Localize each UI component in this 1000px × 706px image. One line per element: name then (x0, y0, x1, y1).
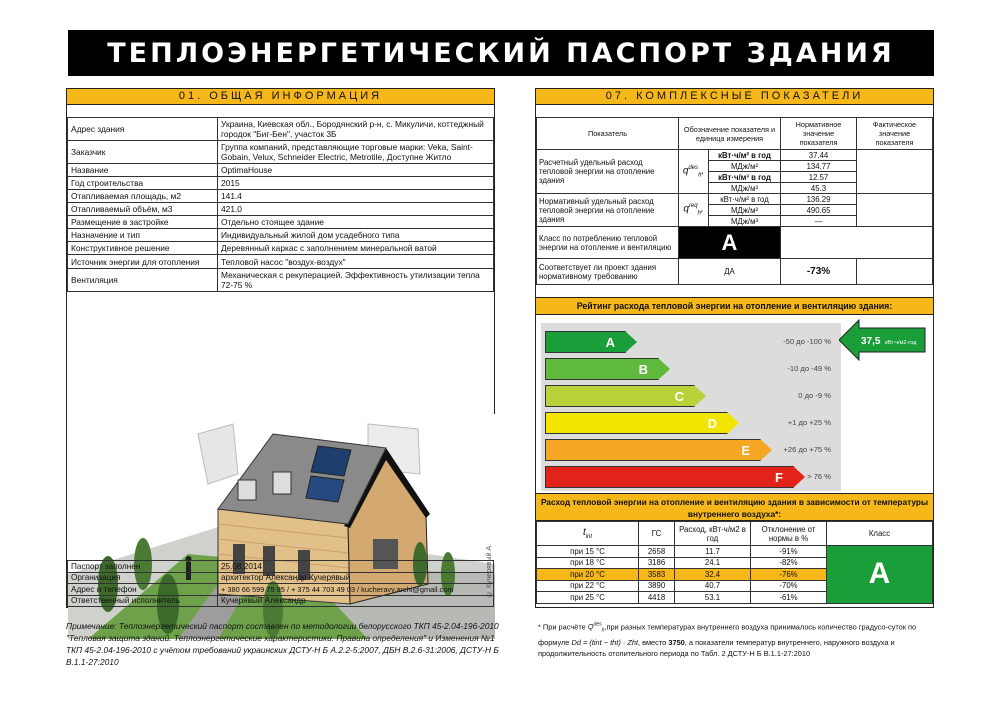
info-row (68, 164, 494, 177)
temp-cell-gs: 3890 (639, 580, 675, 592)
temp-cell-t: при 20 °С (537, 569, 639, 581)
footer-row (68, 584, 494, 596)
temp-cell-gs: 4418 (639, 592, 675, 604)
info-value: 421.0 (218, 203, 494, 216)
col-symbol-unit: Обозначение показателя и единица измерения (679, 118, 781, 150)
info-value: Деревянный каркас с заполнением минеральной ватой (218, 242, 494, 255)
general-info-table (67, 117, 494, 292)
current-rating-arrow (839, 319, 927, 361)
norm-unit-2: МДж/м³ (709, 216, 781, 227)
rating-bar-e (545, 439, 761, 461)
info-value: Индивидуальный жилой дом усадебного типа (218, 229, 494, 242)
info-key: Отапливаемая площадь, м2 (68, 190, 218, 203)
footer-row (68, 595, 494, 607)
norm-actual-empty (857, 194, 933, 227)
calc-value-0: 37.44 (781, 150, 857, 161)
calc-unit-2: кВт·ч/м³ в год (709, 172, 781, 183)
col-actual: Фактическое значение показателя (857, 118, 933, 150)
info-row (68, 118, 494, 141)
comply-empty (857, 259, 933, 285)
rating-bar-label: B (638, 361, 648, 377)
norm-value-1: 490.65 (781, 205, 857, 216)
temp-class-badge: A (827, 546, 933, 604)
norm-value-0: 136.29 (781, 194, 857, 205)
temp-cell-q: 11.7 (675, 546, 751, 558)
calc-value-3: 45.3 (781, 183, 857, 194)
temp-cell-dev: -91% (751, 546, 827, 558)
col-consumption: Расход, кВт·ч/м2 в год (675, 522, 751, 546)
methodology-note: Примечание: Теплоэнергетический паспорт составлен по методологии белорусского ТКП 45-2.04-196-2010 "Тепловая защита зданий. Теплоэнергетические характеристики. Правила определения" и Изменения №1 ТКП 45-2.04-196-2010 с учётом требований украинских ДСТУ-Н Б А.2.2-5:2007, ДБН В.2.6-31:2006, ДСТУ-Н Б В.1.1-27:2010 (66, 621, 499, 667)
calc-unit-3: МДж/м³ (709, 183, 781, 194)
complex-indicators-panel (535, 88, 934, 608)
indicators-table (536, 117, 933, 285)
rating-bar-label: F (775, 469, 783, 485)
calc-actual-empty (857, 150, 933, 194)
comply-percent: -73% (781, 259, 857, 285)
info-row (68, 229, 494, 242)
info-row (68, 242, 494, 255)
norm-unit-1: МДж/м² (709, 205, 781, 216)
note-formula: Dd = (tint − tht) · Zht (571, 637, 639, 647)
calc-unit-0: кВт·ч/м² в год (709, 150, 781, 161)
class-value-badge: A (679, 227, 781, 259)
rating-bar-b (545, 358, 659, 380)
info-key: Назначение и тип (68, 229, 218, 242)
info-key: Отапливаемый объём, м3 (68, 203, 218, 216)
info-key: Адрес здания (68, 118, 218, 141)
temp-cell-q: 40.7 (675, 580, 751, 592)
info-row (68, 216, 494, 229)
info-key: Конструктивное решение (68, 242, 218, 255)
calc-value-1: 134.77 (781, 161, 857, 172)
info-value: 2015 (218, 177, 494, 190)
current-rating-value: 37,5 (861, 336, 881, 347)
calc-unit-1: МДж/м² (709, 161, 781, 172)
info-value: Украина, Киевская обл., Бородянский р-н, с. Микуличи, коттеджный городок "Биг-Бен", участок 3Б (218, 118, 494, 141)
info-value: 141.4 (218, 190, 494, 203)
info-value: OptimaHouse (218, 164, 494, 177)
temp-cell-gs: 3583 (639, 569, 675, 581)
info-row (68, 269, 494, 292)
norm-value-2: — (781, 216, 857, 227)
note-part-1: * При расчёте (538, 622, 588, 632)
temp-cell-gs: 2658 (639, 546, 675, 558)
info-row (68, 190, 494, 203)
temp-row (537, 546, 933, 558)
norm-unit-0: кВт·ч/м² в год (709, 194, 781, 205)
info-value: Группа компаний, представляющие торговые марки: Veka, Saint-Gobain, Velux, Schneider Electric, Metrotile, Доступне Житло (218, 141, 494, 164)
rating-bar-label: D (707, 415, 717, 431)
rating-bar-range: +1 до +25 % (787, 418, 831, 427)
temp-cell-t: при 18 °С (537, 557, 639, 569)
col-deviation: Отклонение от нормы в % (751, 522, 827, 546)
rating-heading: Рейтинг расхода тепловой энергии на отопление и вентиляцию здания: (536, 297, 933, 315)
info-key: Источник энергии для отопления (68, 255, 218, 269)
rating-bar-label: A (605, 334, 615, 350)
rating-bar-range: 0 до -9 % (798, 391, 831, 400)
class-label: Класс по потреблению тепловой энергии на отопление и вентиляцию (537, 227, 679, 259)
col-tint: $t_{int}$ (537, 522, 639, 546)
temp-cell-dev: -70% (751, 580, 827, 592)
footer-value: 25.08.2014 (218, 561, 494, 573)
footer-key: Организация (68, 572, 218, 584)
footer-value: + 380 66 599 75 95 / + 375 44 703 49 03 / kucheravy.archi@gmail.com (218, 584, 494, 596)
temp-cell-dev: -82% (751, 557, 827, 569)
note-part-3: , вместо (638, 637, 669, 647)
rating-bar-c (545, 385, 695, 407)
temp-cell-dev: -61% (751, 592, 827, 604)
temp-cell-q: 24.1 (675, 557, 751, 569)
rating-bar-range: -10 до -49 % (787, 364, 831, 373)
general-info-heading: 01. ОБЩАЯ ИНФОРМАЦИЯ (67, 89, 494, 105)
info-key: Размещение в застройке (68, 216, 218, 229)
complex-heading: 07. КОМПЛЕКСНЫЕ ПОКАЗАТЕЛИ (536, 89, 933, 105)
rating-bar-label: E (741, 442, 750, 458)
norm-label: Нормативный удельный расход тепловой энергии на отопление здания (537, 194, 679, 227)
rating-bar-a (545, 331, 626, 353)
temp-cell-q: 53.1 (675, 592, 751, 604)
comply-label: Соответствует ли проект здания нормативному требованию (537, 259, 679, 285)
passport-footer-table (67, 560, 494, 607)
info-key: Заказчик (68, 141, 218, 164)
info-key: Вентиляция (68, 269, 218, 292)
note-part-2: ,при разных температурах внутреннего воздуха принималось количество градусо-суток по формуле (538, 622, 917, 647)
info-row (68, 177, 494, 190)
temperature-heading: Расход тепловой энергии на отопление и вентиляцию здания в зависимости от температуры внутреннего воздуха*: (536, 493, 933, 521)
temp-cell-dev: -76% (751, 569, 827, 581)
rating-bar-d (545, 412, 728, 434)
info-value: Тепловой насос "воздух-воздух" (218, 255, 494, 269)
info-key: Название (68, 164, 218, 177)
temp-cell-gs: 3186 (639, 557, 675, 569)
col-gs: ГС (639, 522, 675, 546)
footer-row (68, 572, 494, 584)
info-value: Механическая с рекуперацией. Эффективность утилизации тепла 72-75 % (218, 269, 494, 292)
temp-cell-t: при 15 °С (537, 546, 639, 558)
footer-key: Паспорт заполнен (68, 561, 218, 573)
norm-symbol: $q^{req}_h$, (679, 194, 709, 227)
note-bold: 3750 (668, 637, 685, 647)
info-row (68, 255, 494, 269)
note-part-4: , а показатели температур внутреннего, наружного воздуха и продолжительность отопительного периода по Табл. 2 ДСТУ-Н Б В.1.1-27:2010 (538, 637, 895, 658)
info-key: Год строительства (68, 177, 218, 190)
col-class: Класс (827, 522, 933, 546)
col-indicator: Показатель (537, 118, 679, 150)
info-row (68, 141, 494, 164)
footer-key: Ответственный исполнитель (68, 595, 218, 607)
page-title: ТЕПЛОЭНЕРГЕТИЧЕСКИЙ ПАСПОРТ ЗДАНИЯ (68, 30, 934, 76)
footer-value: архитектор Александр Кучерявый (218, 572, 494, 584)
temperature-table (536, 521, 933, 604)
temp-cell-q: 32.4 (675, 569, 751, 581)
rating-bar-label: C (674, 388, 684, 404)
comply-value: ДА (679, 259, 781, 285)
class-empty (781, 227, 933, 259)
rating-scale (541, 323, 841, 491)
footer-value: Кучерявый Александр (218, 595, 494, 607)
rating-bar-range: +26 до +75 % (783, 445, 831, 454)
calculation-note (538, 620, 938, 659)
rating-bar-range: -50 до -100 % (783, 337, 831, 346)
rating-bar-range: > 76 % (807, 472, 831, 481)
photo-credit: © Кучерявый А. (486, 544, 493, 597)
temp-cell-t: при 25 °С (537, 592, 639, 604)
info-row (68, 203, 494, 216)
calc-symbol: $q^{des}_h$, (679, 150, 709, 194)
calc-value-2: 12.57 (781, 172, 857, 183)
current-rating-unit: кВт·ч/м2·год (885, 340, 917, 346)
footer-row (68, 561, 494, 573)
general-info-panel (66, 88, 495, 608)
col-normative: Нормативное значение показателя (781, 118, 857, 150)
footer-key: Адрес и телефон (68, 584, 218, 596)
calc-label: Расчетный удельный расход тепловой энергии на отопление здания (537, 150, 679, 194)
note-symbol: $Q^{des}_h$ (587, 622, 605, 634)
temp-cell-t: при 22 °С (537, 580, 639, 592)
info-value: Отдельно стоящее здание (218, 216, 494, 229)
rating-bar-f (545, 466, 794, 488)
